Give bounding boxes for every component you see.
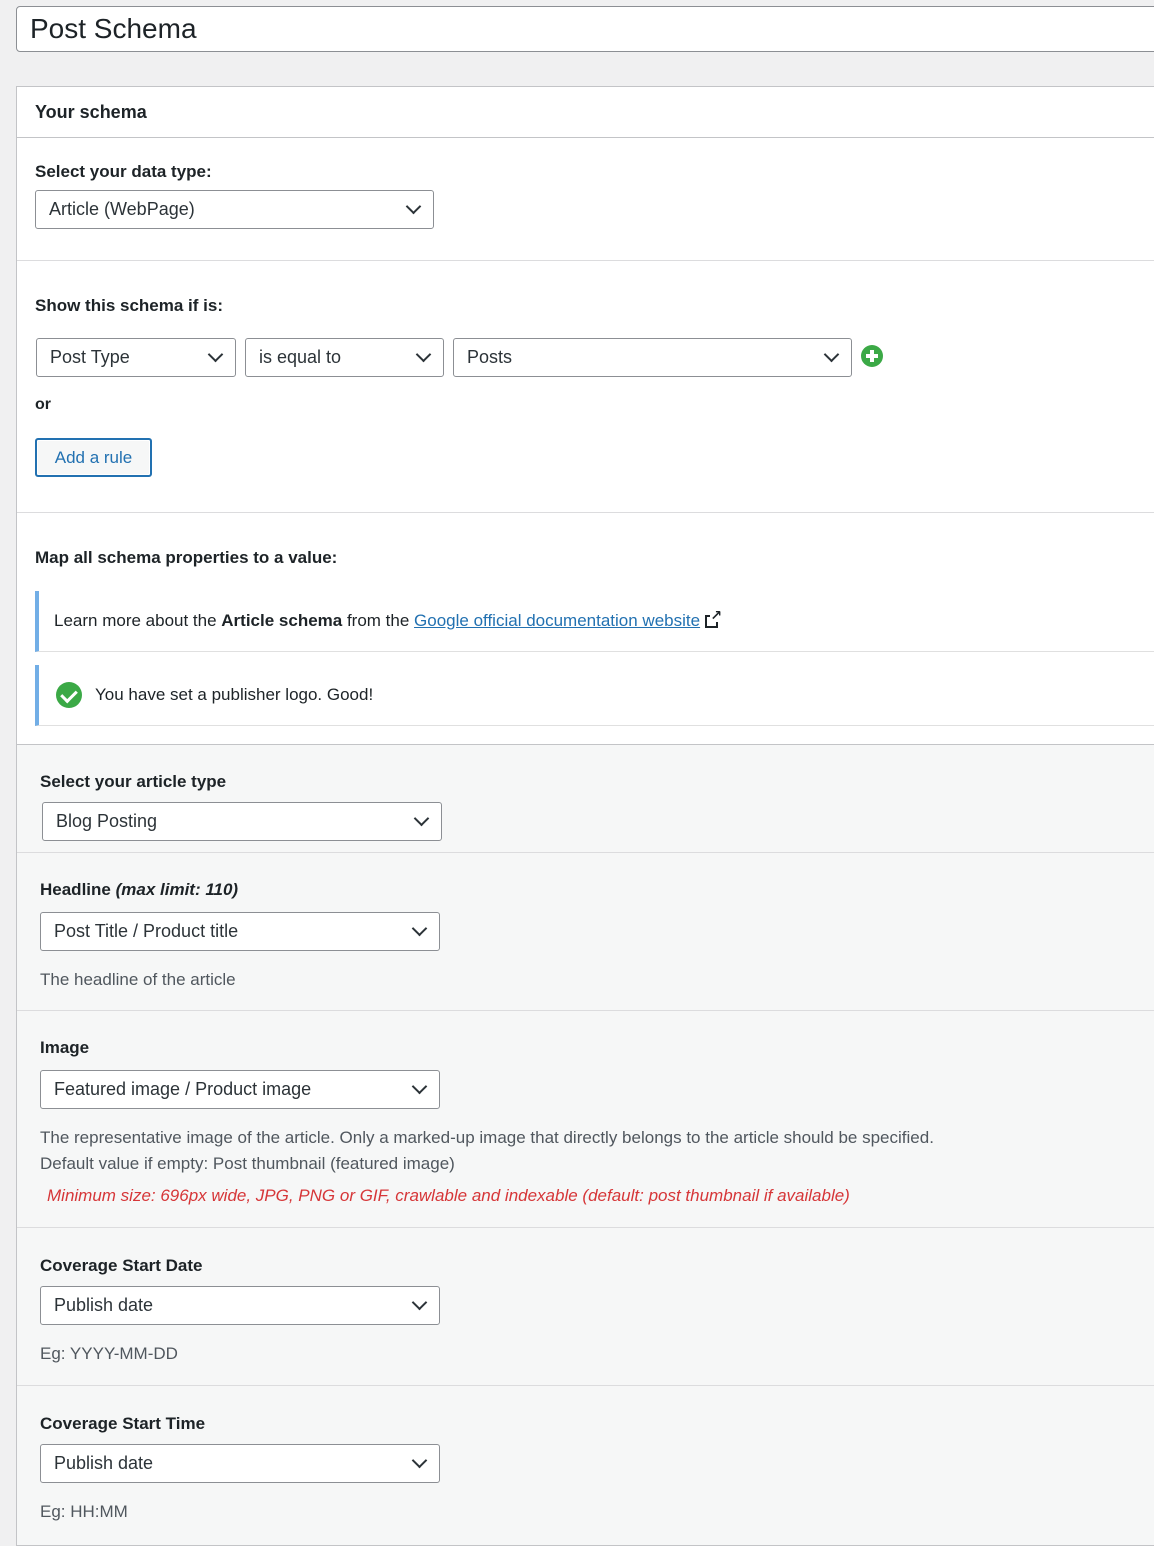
chevron-down-icon: [824, 347, 840, 363]
or-label: or: [35, 396, 51, 413]
coverage-start-time-select[interactable]: [40, 1444, 440, 1483]
data-type-label: Select your data type:: [35, 162, 212, 181]
headline-label: [40, 880, 238, 900]
section-divider: [17, 1227, 1154, 1228]
post-title-input[interactable]: Post Schema: [16, 6, 1154, 52]
coverage-start-date-value: Publish date: [54, 1295, 154, 1315]
learn-more-notice: [35, 591, 1154, 652]
chevron-down-icon: [412, 1295, 428, 1311]
mapping-label: Map all schema properties to a value:: [35, 548, 338, 567]
chevron-down-icon: [412, 921, 428, 937]
display-rules-label: Show this schema if is:: [35, 296, 223, 315]
chevron-down-icon: [414, 811, 430, 827]
section-divider: [17, 744, 1154, 745]
headline-limit: (max limit: 110): [115, 880, 239, 899]
section-divider: [17, 512, 1154, 513]
section-divider: [17, 852, 1154, 853]
learn-mid: from the: [342, 611, 415, 630]
image-default-text: Default value if empty: Post thumbnail (featured image): [40, 1154, 455, 1173]
rule-value-value: Posts: [467, 347, 513, 367]
external-link-icon[interactable]: [705, 615, 718, 628]
image-label: Image: [40, 1038, 90, 1057]
coverage-start-time-value: Publish date: [54, 1453, 154, 1473]
rule-param-value: Post Type: [50, 347, 130, 367]
coverage-start-date-label: Coverage Start Date: [40, 1256, 203, 1275]
image-description: The representative image of the article. Only a marked-up image that directly belongs to the article should be specified.: [40, 1128, 934, 1147]
section-divider: [17, 1010, 1154, 1011]
coverage-start-date-hint: Eg: YYYY-MM-DD: [40, 1344, 178, 1363]
section-divider: [17, 260, 1154, 261]
chevron-down-icon: [412, 1079, 428, 1095]
google-docs-link[interactable]: Google official documentation website: [414, 611, 701, 630]
chevron-down-icon: [208, 347, 224, 363]
schema-metabox: [16, 86, 1154, 1546]
headline-value: Post Title / Product title: [54, 921, 239, 941]
chevron-down-icon: [412, 1453, 428, 1469]
article-type-label: Select your article type: [40, 772, 227, 791]
data-type-select[interactable]: [35, 190, 434, 229]
rule-operator-select[interactable]: [245, 338, 444, 377]
coverage-start-date-select[interactable]: [40, 1286, 440, 1325]
data-type-value: Article (WebPage): [49, 199, 195, 219]
headline-description: The headline of the article: [40, 970, 236, 989]
image-select[interactable]: [40, 1070, 440, 1109]
chevron-down-icon: [406, 199, 422, 215]
headline-label-text: Headline: [40, 880, 116, 899]
image-value: Featured image / Product image: [54, 1079, 312, 1099]
learn-schema-name: Article schema: [221, 611, 343, 630]
article-type-value: Blog Posting: [56, 811, 158, 831]
rule-value-select[interactable]: [453, 338, 852, 377]
rule-param-select[interactable]: [36, 338, 236, 377]
metabox-title: Your schema: [17, 87, 1154, 138]
learn-prefix: Learn more about the: [54, 611, 222, 630]
image-size-warning: Minimum size: 696px wide, JPG, PNG or GIF, crawlable and indexable (default: post thumbnail if available): [47, 1186, 850, 1205]
coverage-start-time-hint: Eg: HH:MM: [40, 1502, 128, 1521]
add-condition-plus-icon[interactable]: [861, 345, 883, 367]
coverage-start-time-label: Coverage Start Time: [40, 1414, 206, 1433]
rule-operator-value: is equal to: [259, 347, 342, 367]
article-type-select[interactable]: [42, 802, 442, 841]
headline-select[interactable]: [40, 912, 440, 951]
publisher-logo-text: You have set a publisher logo. Good!: [95, 685, 374, 704]
section-divider: [17, 1385, 1154, 1386]
publisher-logo-notice: [35, 665, 1154, 726]
check-circle-icon: [56, 682, 82, 708]
chevron-down-icon: [416, 347, 432, 363]
add-rule-button[interactable]: Add a rule: [35, 438, 152, 477]
